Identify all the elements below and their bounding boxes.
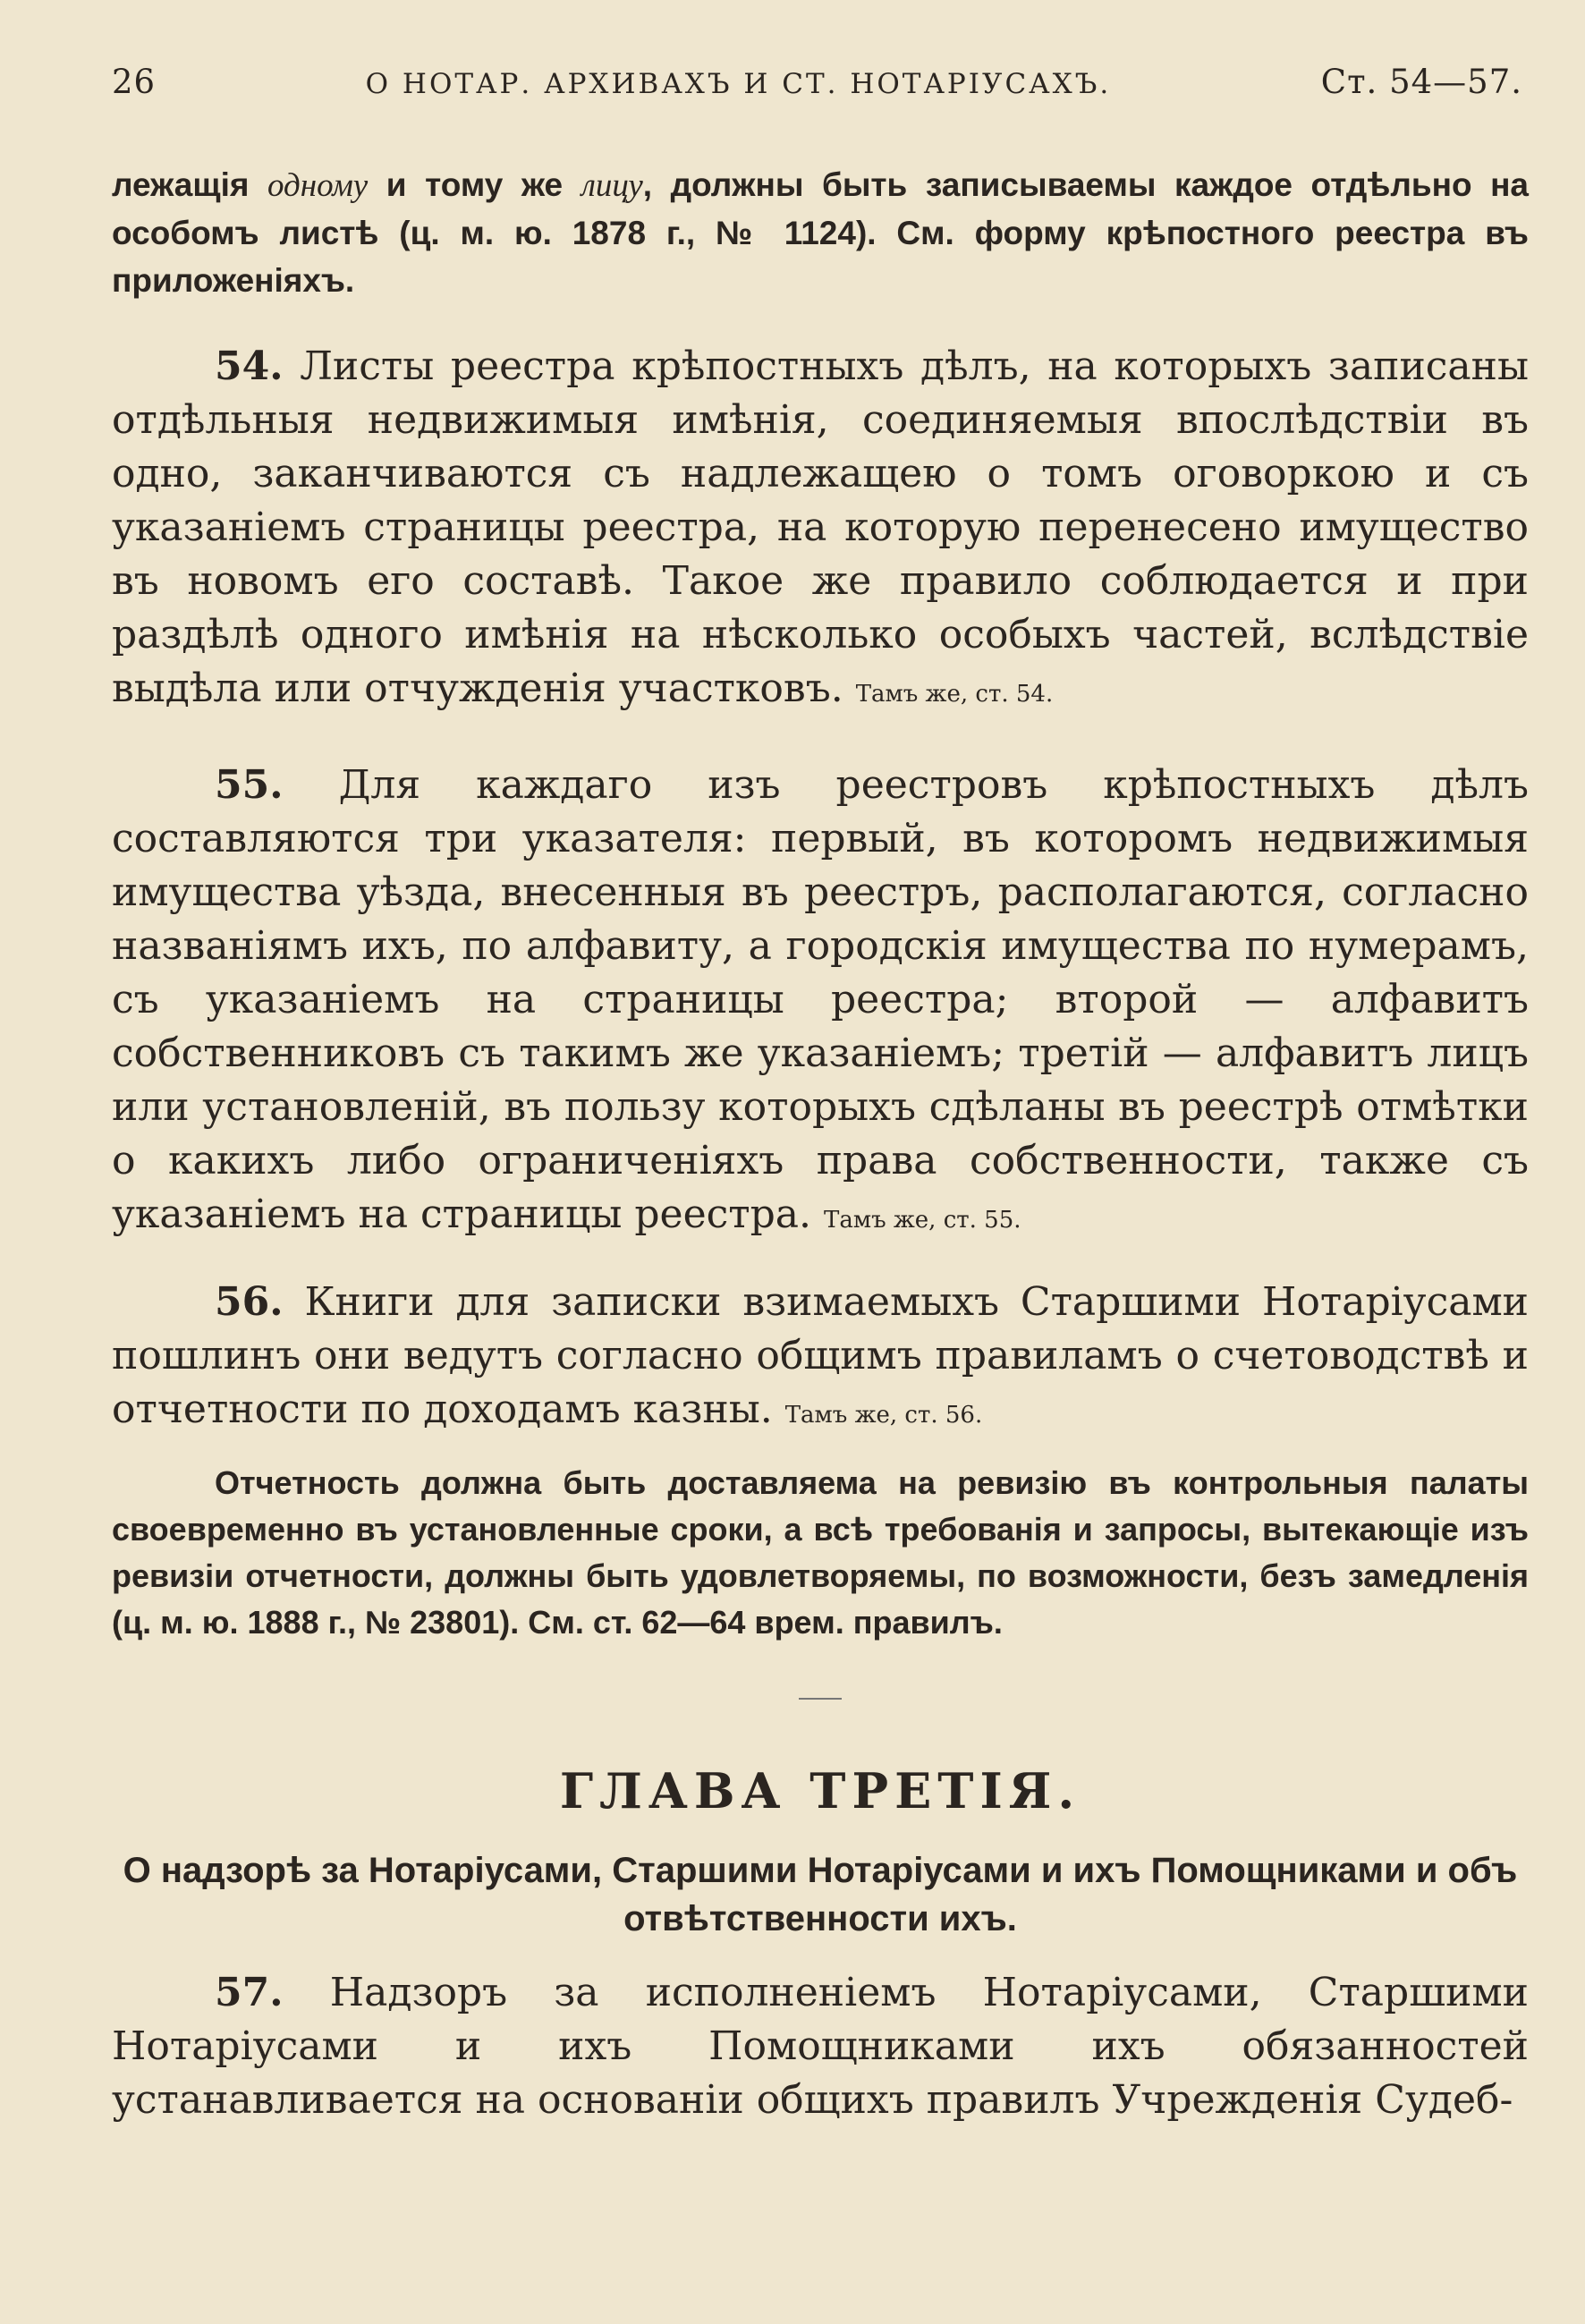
- article-number: 55.: [215, 762, 284, 808]
- running-head: [112, 63, 1522, 107]
- article-source: Тамъ же, ст. 54.: [855, 681, 1054, 708]
- article-56: [112, 1276, 1529, 1442]
- article-54: [112, 340, 1529, 721]
- article-number: 56.: [215, 1279, 284, 1325]
- article-55: [112, 759, 1529, 1247]
- article-text: Книги для записки взимаемыхъ Старшими Нотаріусами пошлинъ они ведутъ согласно общимъ правиламъ о счетоводствѣ и отчетности по доходамъ казны.: [112, 1279, 1529, 1432]
- section-divider: [799, 1698, 842, 1700]
- chapter-title: ГЛАВА ТРЕТІЯ.: [559, 1762, 1081, 1819]
- article-56-note: Отчетность должна быть доставляема на ревизію въ контрольныя палаты своевременно въ установленные сроки, а всѣ требованія и запросы, вытекающіе изъ ревизіи отчетности, должны быть удовлетворяемы, по возможности, безъ замедленія (ц. м. ю. 1888 г., № 23801). См. ст. 62—64 врем. правилъ.: [112, 1464, 1529, 1641]
- article-number: 54.: [215, 344, 284, 389]
- article-source: Тамъ же, ст. 56.: [784, 1402, 983, 1429]
- article-text: Листы реестра крѣпостныхъ дѣлъ, на которыхъ записаны отдѣльныя недвижимыя имѣнія, соединяемыя впослѣдствіи въ одно, заканчиваются съ надлежащею о томъ оговоркою и съ указаніемъ страницы реестра, на которую перенесено имущество въ новомъ его составѣ. Такое же правило соблюдается и при раздѣлѣ одного имѣнія на нѣсколько особыхъ частей, вслѣдствіе выдѣла или отчужденія участковъ.: [112, 344, 1529, 711]
- page-body: [112, 161, 1529, 2127]
- article-source: Тамъ же, ст. 55.: [824, 1207, 1021, 1234]
- page-number: 26: [112, 63, 157, 101]
- article-text: Для каждаго изъ реестровъ крѣпостныхъ дѣлъ составляются три указателя: первый, въ которомъ недвижимыя имущества уѣзда, внесенныя въ реестръ, располагаются, согласно названіямъ ихъ, по алфавиту, а городскія имущества по нумерамъ, съ указаніемъ на страницы реестра; второй — алфавитъ собственниковъ съ такимъ же указаніемъ; третій — алфавитъ лицъ или установленій, въ пользу которыхъ сдѣланы въ реестрѣ отмѣтки о какихъ либо ограниченіяхъ права собственности, также съ указаніемъ на страницы реестра.: [112, 762, 1529, 1237]
- continued-footnote: лежащія одному и тому же лицу, должны быть записываемы каждое отдѣльно на особомъ листѣ (ц. м. ю. 1878 г., № 1124). См. форму крѣпостного реестра въ приложеніяхъ.: [112, 166, 1530, 299]
- article-57: [112, 1966, 1529, 2127]
- articles-range: Ст. 54—57.: [1320, 63, 1522, 101]
- chapter-subtitle: О надзорѣ за Нотаріусами, Старшими Нотаріусами и ихъ Помощниками и объ отвѣтственности ихъ.: [123, 1851, 1518, 1938]
- article-number: 57.: [215, 1970, 284, 2015]
- article-text: Надзоръ за исполненіемъ Нотаріусами, Старшими Нотаріусами и ихъ Помощниками ихъ обязанностей устанавливается на основаніи общихъ правилъ Учрежденія Судеб-: [112, 1970, 1529, 2123]
- running-title: О НОТАР. АРХИВАХЪ И СТ. НОТАРІУСАХЪ.: [365, 68, 1112, 100]
